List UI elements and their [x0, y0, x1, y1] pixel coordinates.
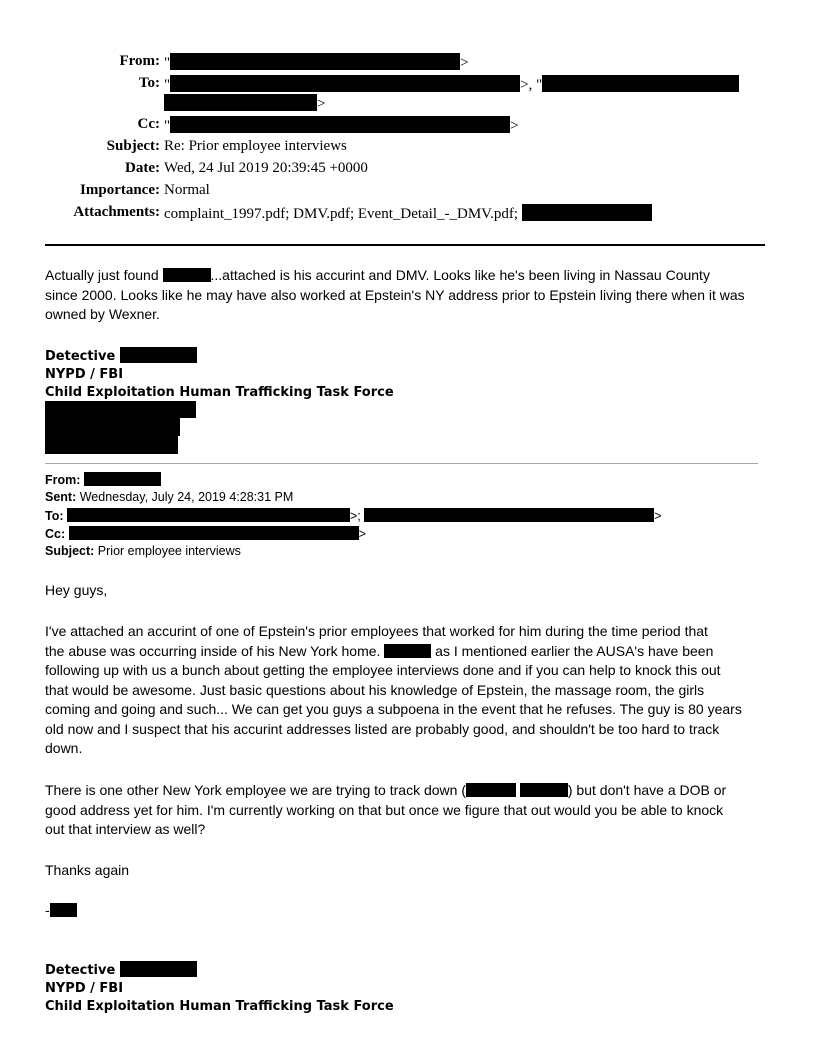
- subject-label: Subject:: [106, 138, 160, 154]
- attachments-label: Attachments:: [73, 204, 160, 220]
- subject-value: Re: Prior employee interviews: [164, 138, 347, 154]
- importance-value: Normal: [164, 182, 210, 198]
- redaction: [163, 268, 211, 282]
- fwd-sent-label: Sent:: [45, 490, 77, 504]
- message-line: the abuse was occurring inside of his New York home. as I mentioned earlier the AUSA's have been: [45, 642, 714, 659]
- redaction: [522, 204, 652, 221]
- signature-org: NYPD / FBI: [45, 367, 124, 382]
- attachments-value: [164, 204, 652, 223]
- message-line: coming and going and such... We can get you guys a subpoena in the event that he refuses. The guy is 80 years: [45, 701, 742, 717]
- subject-row: [0, 138, 816, 158]
- signature-unit: Child Exploitation Human Trafficking Task Force: [45, 999, 394, 1014]
- message-line: down.: [45, 740, 83, 756]
- date-label: Date:: [125, 160, 160, 176]
- date-value: Wed, 24 Jul 2019 20:39:45 +0000: [164, 160, 368, 176]
- message-paragraph-1: [45, 622, 775, 759]
- signature-org: NYPD / FBI: [45, 981, 124, 996]
- fwd-sent-value: Wednesday, July 24, 2019 4:28:31 PM: [76, 490, 294, 504]
- attachments-list[interactable]: complaint_1997.pdf; DMV.pdf; Event_Detail_-_DMV.pdf;: [164, 206, 518, 222]
- forward-divider: [45, 463, 758, 464]
- redaction: [69, 526, 359, 540]
- signature-block: [45, 347, 394, 402]
- fwd-subject-row: [45, 544, 241, 558]
- signature-block: [45, 961, 394, 1016]
- fwd-to-label: To:: [45, 509, 64, 523]
- redaction: [45, 401, 196, 418]
- to-row: [0, 75, 816, 115]
- redaction: [384, 644, 431, 658]
- redaction: [170, 116, 510, 133]
- message-line: I've attached an accurint of one of Epstein's prior employees that worked for him during the time period that: [45, 623, 708, 639]
- fwd-from-label: From:: [45, 473, 81, 487]
- reply-body: [45, 266, 775, 325]
- redaction: [67, 508, 350, 522]
- cc-label: Cc:: [137, 116, 160, 132]
- redaction: [466, 783, 516, 797]
- redaction: [120, 347, 197, 363]
- redaction: [364, 508, 654, 522]
- message-line: that would be awesome. Just basic questions about his knowledge of Epstein, the massage room, the girls: [45, 681, 705, 698]
- redaction: [45, 418, 180, 436]
- redaction: [170, 53, 460, 70]
- reply-line: owned by Wexner.: [45, 306, 160, 322]
- fwd-cc-label: Cc:: [45, 527, 66, 541]
- message-thanks: Thanks again: [45, 862, 130, 878]
- fwd-subject-label: Subject:: [45, 544, 95, 558]
- message-line: old now and I suspect that his accurint addresses listed are probably good, and shouldn't be too hard to track: [45, 720, 720, 737]
- to-label: To:: [138, 75, 160, 91]
- from-label: From:: [119, 53, 160, 69]
- reply-line: since 2000. Looks like he may have also worked at Epstein's NY address prior to Epstein living there when it was: [45, 286, 745, 303]
- fwd-subject-value: Prior employee interviews: [94, 544, 241, 558]
- reply-line: Actually just found ...attached is his accurint and DMV. Looks like he's been living in Nassau County: [45, 267, 710, 283]
- to-value-cont: >: [164, 94, 325, 113]
- fwd-sent-row: [45, 490, 293, 504]
- header-divider: [45, 244, 765, 246]
- importance-row: [0, 182, 816, 202]
- fwd-cc-row: Cc: >: [45, 527, 366, 541]
- fwd-to-row: To: >; >: [45, 509, 662, 523]
- redaction: [50, 903, 77, 917]
- message-line: following up with us a bunch about getting the employee interviews done and if you can help to knock this out: [45, 662, 721, 678]
- fwd-from-row: [45, 472, 161, 487]
- cc-value: " >: [164, 118, 519, 134]
- date-row: [0, 160, 816, 180]
- redaction: [45, 436, 178, 454]
- message-paragraph-2: [45, 781, 775, 840]
- cc-row: [0, 116, 816, 136]
- redaction: [84, 472, 161, 486]
- redaction: [120, 961, 197, 977]
- redaction: [520, 783, 568, 797]
- redaction: [542, 75, 739, 92]
- signature-unit: Child Exploitation Human Trafficking Task Force: [45, 385, 394, 400]
- importance-label: Importance:: [80, 182, 160, 198]
- redaction: [170, 75, 520, 92]
- message-line: There is one other New York employee we are trying to track down ( ) but don't have a DOB or: [45, 782, 727, 798]
- signature-title: Detective: [45, 961, 394, 980]
- attachments-row: [0, 204, 816, 224]
- message-greeting: Hey guys,: [45, 582, 108, 598]
- redaction: [164, 94, 317, 111]
- message-line: good address yet for him. I'm currently working on that but once we figure that out would you be able to knock: [45, 801, 724, 818]
- signature-title: Detective: [45, 347, 394, 366]
- to-value: " >, ": [164, 75, 739, 94]
- from-row: [0, 53, 816, 73]
- message-line: out that interview as well?: [45, 821, 206, 837]
- message-signoff: -: [45, 901, 775, 921]
- from-value: " >: [164, 55, 469, 71]
